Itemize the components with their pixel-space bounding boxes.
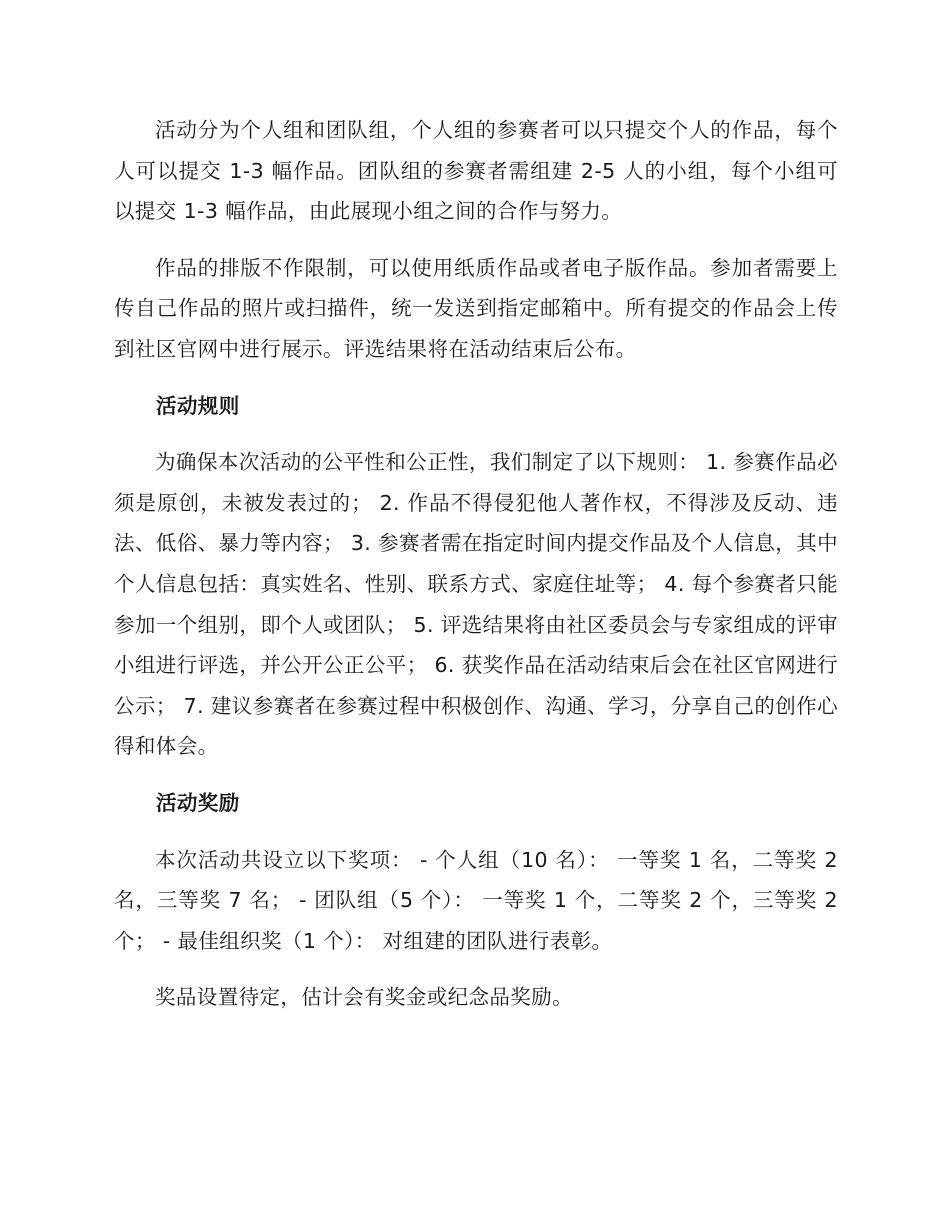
document-page <box>114 110 838 1034</box>
awards-paragraph: 本次活动共设立以下奖项： - 个人组（10 名）： 一等奖 1 名，二等奖 2 名，三等奖 7 名； - 团队组（5 个）： 一等奖 1 个，二等奖 2 个，三等奖 2 个； - 最佳组织奖（1 个）： 对组建的团队进行表彰。 <box>114 847 838 953</box>
intro-paragraph-format: 作品的排版不作限制，可以使用纸质作品或者电子版作品。参加者需要上传自己作品的照片或扫描件，统一发送到指定邮箱中。所有提交的作品会上传到社区官网中进行展示。评选结果将在活动结束后公布。 <box>114 255 838 361</box>
rules-heading: 活动规则 <box>156 393 240 418</box>
intro-paragraph-groups: 活动分为个人组和团队组，个人组的参赛者可以只提交个人的作品，每个人可以提交 1-3 幅作品。团队组的参赛者需组建 2-5 人的小组，每个小组可以提交 1-3 幅作品，由此展现小组之间的合作与努力。 <box>114 118 838 224</box>
awards-heading: 活动奖励 <box>156 790 240 815</box>
prize-note-paragraph: 奖品设置待定，估计会有奖金或纪念品奖励。 <box>155 985 573 1010</box>
rules-paragraph: 为确保本次活动的公平性和公正性，我们制定了以下规则： 1. 参赛作品必须是原创，未被发表过的； 2. 作品不得侵犯他人著作权，不得涉及反动、违法、低俗、暴力等内容； 3. 参赛者需在指定时间内提交作品及个人信息，其中个人信息包括：真实姓名、性别、联系方式、家庭住址等； 4. 每个参赛者只能参加一个组别，即个人或团队； 5. 评选结果将由社区委员会与专家组成的评审小组进行评选，并公开公正公平； 6. 获奖作品在活动结束后会在社区官网进行公示； 7. 建议参赛者在参赛过程中积极创作、沟通、学习，分享自己的创作心得和体会。 <box>114 450 838 759</box>
